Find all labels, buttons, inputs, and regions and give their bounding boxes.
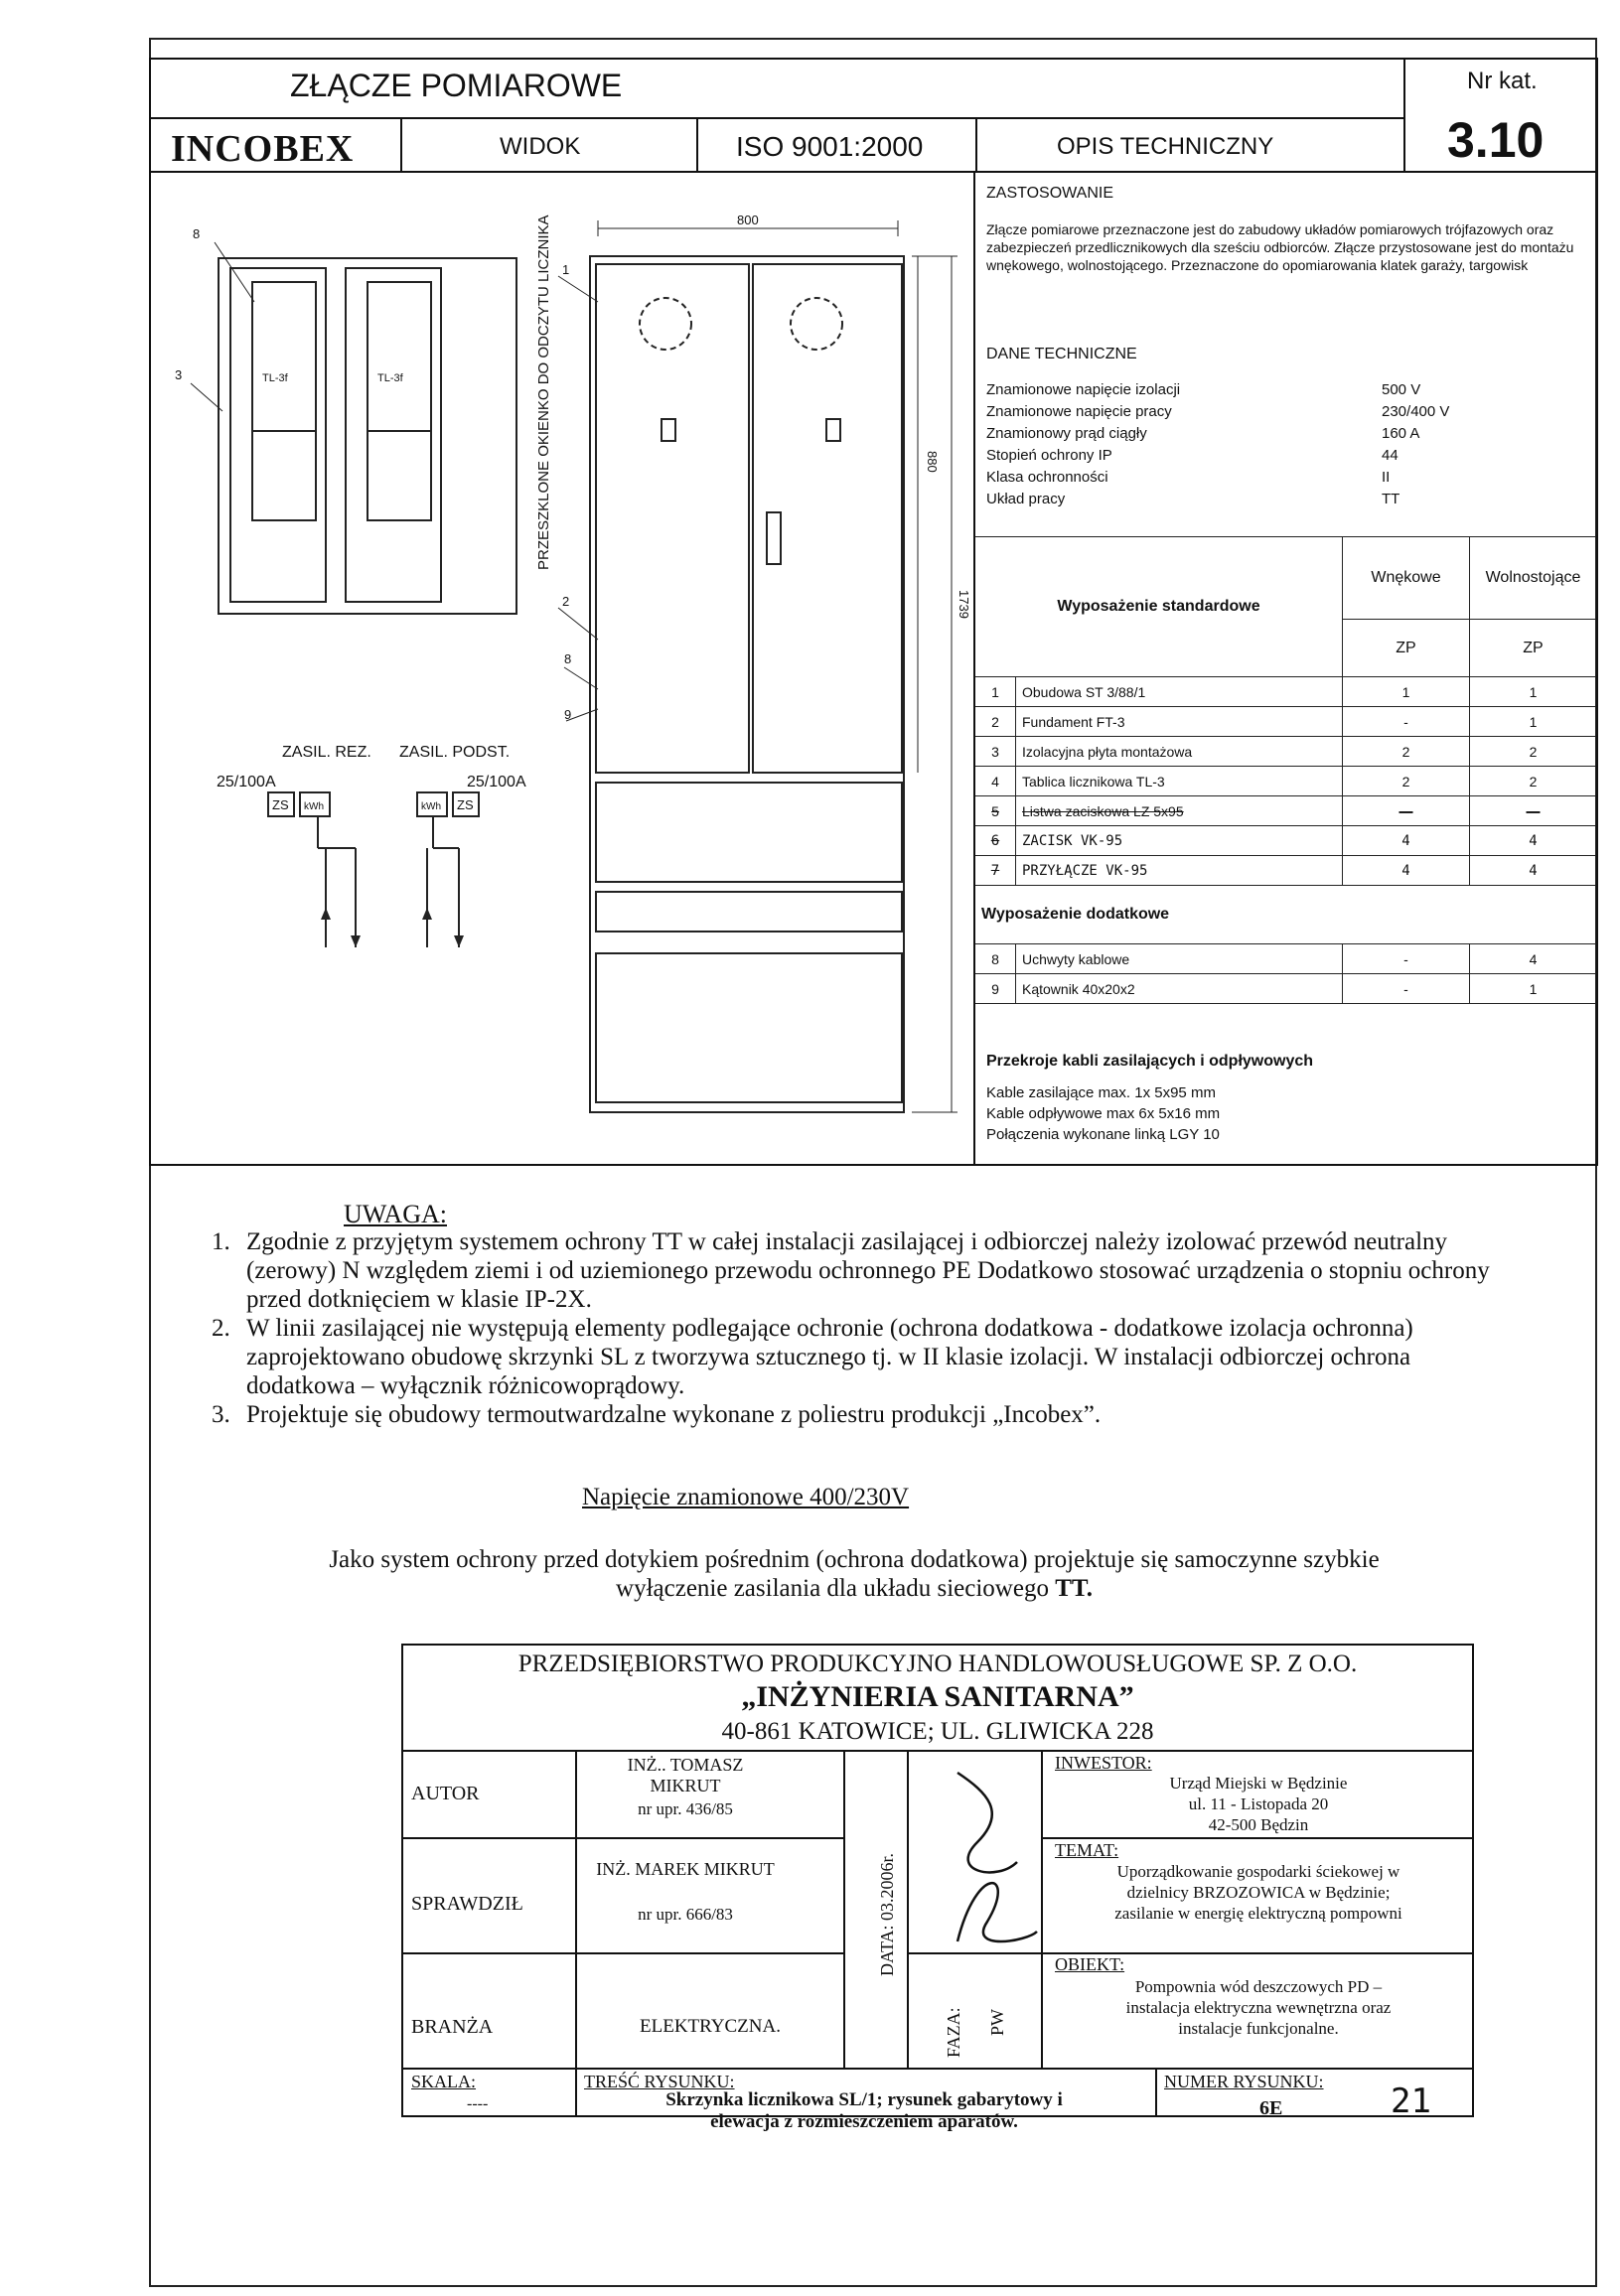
iso-label: ISO 9001:2000: [736, 131, 924, 162]
callout-3: 3: [175, 367, 183, 382]
description-cell: [975, 117, 1405, 173]
description-label: OPIS TECHNICZNY: [1057, 133, 1274, 160]
table-row: 5 Listwa zaciskowa LZ 5x95 — —: [975, 796, 1596, 826]
rating-left: 25/100A: [217, 774, 276, 790]
investor-line: 42-500 Będzin: [1208, 1815, 1309, 1834]
investor-block: [1045, 1773, 1472, 1835]
table-row: 9 Kątownik 40x20x2 - 1: [975, 974, 1596, 1004]
investor-line: ul. 11 - Listopada 20: [1188, 1794, 1329, 1813]
number-label: NUMER RYSUNKU:: [1164, 2072, 1324, 2091]
checker-label: SPRAWDZIŁ: [411, 1893, 523, 1915]
company-name: „INŻYNIERIA SANITARNA”: [741, 1680, 1134, 1713]
table-row: 1 Obudowa ST 3/88/1 1 1: [975, 677, 1596, 707]
iso-cell: [696, 117, 977, 173]
topic-label: TEMAT:: [1055, 1840, 1119, 1860]
tech-label: Znamionowe napięcie pracy: [986, 403, 1172, 420]
tech-label: Układ pracy: [986, 491, 1066, 507]
protection-note: [199, 1545, 1510, 1603]
tech-data: [986, 379, 1582, 510]
protection-tt: TT.: [1055, 1575, 1093, 1602]
header-title-cell: [149, 58, 1405, 117]
col-freestanding: Wolnostojące: [1470, 537, 1597, 620]
scale-value: ----: [467, 2095, 489, 2112]
enclosure-drawing: [151, 173, 973, 1164]
tech-value: 230/400 V: [1382, 403, 1450, 420]
width-dimension: 800: [737, 213, 759, 227]
cables-heading: Przekroje kabli zasilających i odpływowych: [986, 1053, 1314, 1070]
topic-line: Uporządkowanie gospodarki ściekowej w: [1116, 1862, 1400, 1881]
object-block: [1045, 1976, 1472, 2039]
investor-line: Urząd Miejski w Będzinie: [1169, 1774, 1348, 1793]
height-dimension: 1739: [957, 590, 971, 619]
col-code-a: ZP: [1343, 620, 1470, 677]
header-title: ZŁĄCZE POMIAROWE: [290, 68, 623, 103]
author-name: INŻ.. TOMASZ MIKRUT: [627, 1755, 744, 1795]
table-row: 3 Izolacyjna płyta montażowa 2 2: [975, 737, 1596, 767]
table-row: 6 ZACISK VK-95 4 4: [975, 826, 1596, 856]
checker-license: nr upr. 666/83: [638, 1905, 733, 1924]
tech-label: Znamionowe napięcie izolacji: [986, 381, 1181, 398]
content-label: TREŚĆ RYSUNKU:: [584, 2072, 735, 2091]
date-label: DATA: 03.2006r.: [877, 1852, 897, 1976]
application-heading: ZASTOSOWANIE: [986, 185, 1114, 202]
application-text: Złącze pomiarowe przeznaczone jest do zabudowy układów pomiarowych trójfazowych oraz zabezpieczeń przedlicznikowych dla sześciu odbiorców. Złącze przystosowane jest do montażu wnękowego, wolnostojącego. Przeznaczone do opomiarowania klatek garaży, targowisk: [986, 221, 1574, 273]
voltage-note: Napięcie znamionowe 400/230V: [582, 1484, 910, 1510]
tech-label: Stopień ochrony IP: [986, 447, 1112, 464]
tech-value: 44: [1382, 447, 1399, 464]
table-row: 4 Tablica licznikowa TL-3 2 2: [975, 767, 1596, 796]
company-address: 40-861 KATOWICE; UL. GLIWICKA 228: [721, 1718, 1154, 1745]
tech-label: Znamionowy prąd ciągły: [986, 425, 1147, 442]
phase-value: PW: [987, 2009, 1007, 2036]
view-label: WIDOK: [500, 133, 581, 160]
content-line: Skrzynka licznikowa SL/1; rysunek gabarytowy i: [665, 2089, 1063, 2110]
catalog-label: Nr kat.: [1467, 68, 1538, 94]
object-line: instalacje funkcjonalne.: [1178, 2019, 1339, 2038]
table-row: 7 PRZYŁĄCZE VK-95 4 4: [975, 856, 1596, 886]
topic-line: zasilanie w energię elektryczną pompowni: [1114, 1904, 1402, 1923]
kwh-label-left: kWh: [304, 801, 324, 812]
tech-value: TT: [1382, 491, 1400, 507]
col-code-b: ZP: [1470, 620, 1597, 677]
object-label: OBIEKT:: [1055, 1954, 1125, 1974]
tech-value: II: [1382, 469, 1391, 486]
tech-label: Klasa ochronności: [986, 469, 1108, 486]
protection-line-b: wyłączenie zasilania dla układu sieciowego: [616, 1575, 1049, 1602]
equipment-table: [975, 536, 1596, 1004]
tech-value: 160 A: [1382, 425, 1420, 442]
tech-value: 500 V: [1382, 381, 1421, 398]
catalog-cell: [1403, 58, 1598, 173]
rating-right: 25/100A: [467, 774, 526, 790]
supply-reserve-label: ZASIL. REZ.: [282, 744, 371, 761]
author-license: nr upr. 436/85: [638, 1799, 733, 1818]
logo-cell: [149, 117, 402, 173]
table-row: 8 Uchwyty kablowe - 4: [975, 944, 1596, 974]
catalog-number: 3.10: [1447, 112, 1545, 168]
protection-line-a: Jako system ochrony przed dotykiem pośrednim (ochrona dodatkowa) projektuje się samoczynne szybkie: [329, 1546, 1380, 1573]
cable-line: Kable zasilające max. 1x 5x95 mm: [986, 1084, 1216, 1101]
notes-list: [199, 1227, 1510, 1429]
tech-heading: DANE TECHNICZNE: [986, 346, 1137, 362]
scale-label: SKALA:: [411, 2072, 477, 2091]
note-item: 2. W linii zasilającej nie występują elementy podlegające ochronie (ochrona dodatkowa - dodatkowe izolacja ochronna) zaprojektowano obudowę skrzynki SL z tworzywa sztucznego tj. w II klasie izolacji. W instalacji odbiorczej ochrona dodatkowa – wyłącznik różnicowoprądowy.: [236, 1314, 1510, 1400]
incobex-logo: INCOBEX: [171, 128, 355, 170]
callout-9: 9: [564, 707, 572, 722]
window-note: PRZESZKLONE OKIENKO DO ODCZYTU LICZNIKA: [535, 215, 552, 570]
note-item: 1. Zgodnie z przyjętym systemem ochrony TT w całej instalacji zasilającej i odbiorczej należy izolować przewód neutralny (zerowy) N względem ziemi i od uziemionego przewodu ochronnego PE Dodatkowo stosować urządzenia o stopniu ochrony przed dotknięciem w klasie IP-2X.: [236, 1227, 1510, 1314]
zs-label-right: ZS: [457, 797, 474, 812]
col-recessed: Wnękowe: [1343, 537, 1470, 620]
checker-name: INŻ. MAREK MIKRUT: [596, 1859, 775, 1879]
equipment-heading: Wyposażenie standardowe: [975, 537, 1343, 677]
sheet-number: 21: [1391, 2081, 1431, 2121]
view-cell: [400, 117, 698, 173]
kwh-label-right: kWh: [421, 801, 441, 812]
inner-dimension: 880: [925, 451, 940, 473]
content-block: [586, 2089, 1142, 2133]
phase-label: FAZA:: [944, 2007, 963, 2058]
cables-list: [986, 1082, 1220, 1145]
investor-label: INWESTOR:: [1055, 1753, 1152, 1773]
object-line: Pompownia wód deszczowych PD –: [1134, 1977, 1383, 1996]
supply-main-label: ZASIL. PODST.: [399, 744, 511, 761]
topic-line: dzielnicy BRZOZOWICA w Będzinie;: [1126, 1883, 1391, 1902]
object-line: instalacja elektryczna wewnętrzna oraz: [1125, 1998, 1392, 2017]
callout-8: 8: [564, 651, 572, 666]
number-value: 6E: [1259, 2097, 1283, 2119]
callout-4: 8: [193, 226, 201, 241]
notes-heading: UWAGA:: [344, 1200, 447, 1228]
zs-label-left: ZS: [272, 797, 289, 812]
callout-1: 1: [562, 262, 570, 277]
panel-label-right: TL-3f: [377, 372, 403, 384]
note-item: 3. Projektuje się obudowy termoutwardzalne wykonane z poliestru produkcji „Incobex”.: [236, 1400, 1510, 1429]
topic-block: [1045, 1861, 1472, 1924]
additional-heading: Wyposażenie dodatkowe: [975, 886, 1596, 944]
company-line: PRZEDSIĘBIORSTWO PRODUKCYJNO HANDLOWOUSŁUGOWE SP. Z O.O.: [517, 1650, 1358, 1677]
branch-value: ELEKTRYCZNA.: [640, 2016, 781, 2037]
author-label: AUTOR: [411, 1783, 480, 1804]
enclosure-front-view: [590, 256, 904, 1112]
table-row: 2 Fundament FT-3 - 1: [975, 707, 1596, 737]
content-line: elewacja z rozmieszczeniem aparatów.: [710, 2111, 1018, 2132]
panel-label-left: TL-3f: [262, 372, 288, 384]
cable-line: Połączenia wykonane linką LGY 10: [986, 1126, 1220, 1143]
branch-label: BRANŻA: [411, 2016, 494, 2038]
callout-2: 2: [562, 594, 570, 609]
cable-line: Kable odpływowe max 6x 5x16 mm: [986, 1105, 1221, 1122]
